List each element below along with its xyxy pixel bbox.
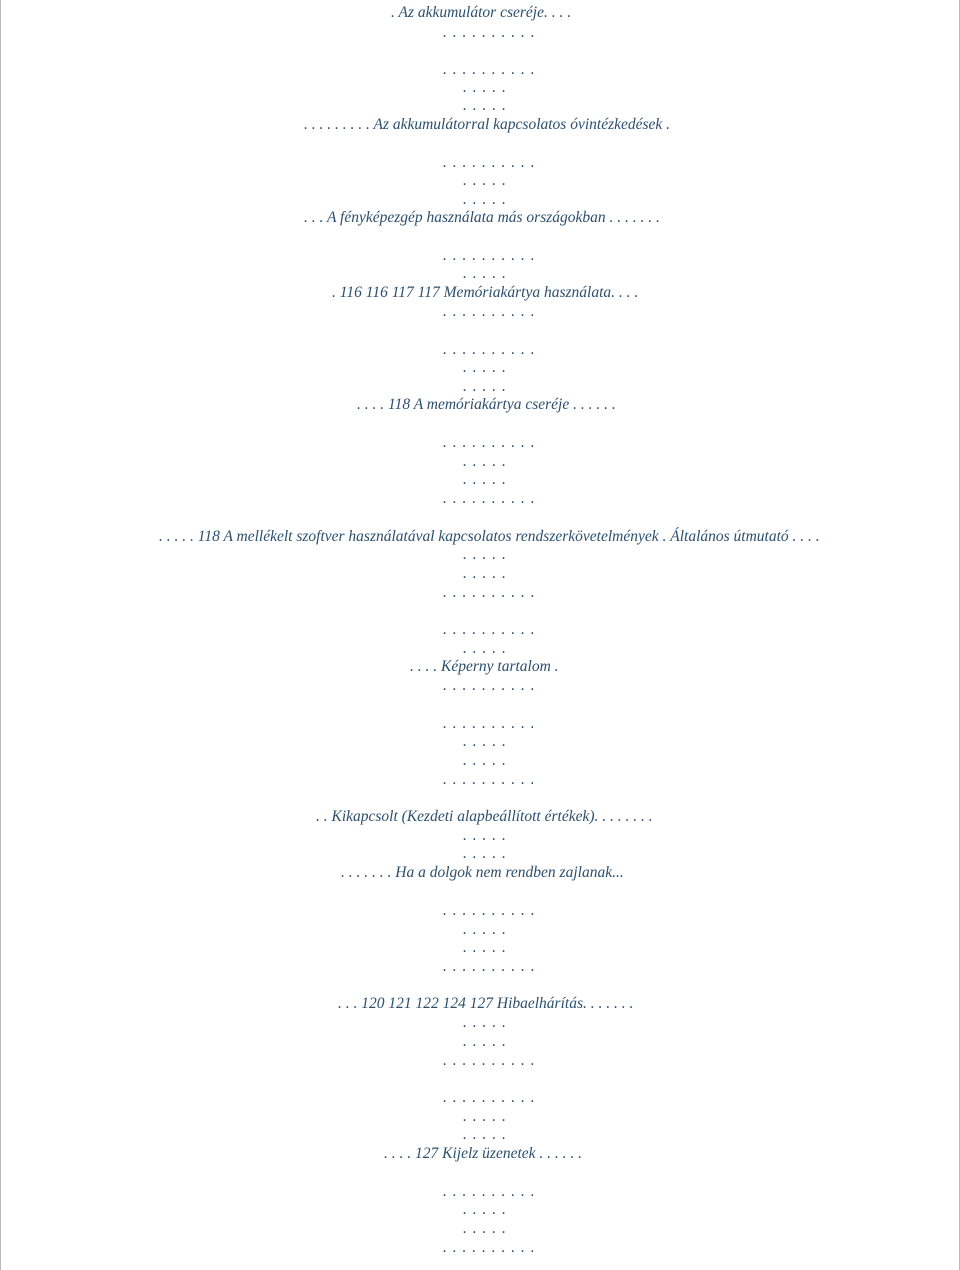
dot-leader: . . . . . . . . . .	[443, 902, 536, 919]
dot-leader: . . . . .	[463, 845, 507, 862]
dot-leader: . . . . .	[463, 546, 507, 563]
dot-leader: . . . . .	[463, 1108, 507, 1125]
dot-leader: . . . . .	[463, 1220, 507, 1237]
dot-leader: . . . . .	[463, 172, 507, 189]
dot-leader: . . . . . . . . . .	[443, 303, 536, 320]
dot-leader: . . . . . . . . . .	[443, 1089, 536, 1106]
dot-leader: . . . . .	[463, 1126, 507, 1143]
dot-leader: . . . . .	[463, 827, 507, 844]
toc-entry-troubleshooting: . . . 120 121 122 124 127 Hibaelhárítás. . . . . . .	[338, 995, 634, 1012]
dot-leader: . . . . . . . . . .	[443, 1052, 536, 1069]
toc-entry-memory-card-usage: . 116 116 117 117 Memóriakártya használata. . . .	[332, 284, 639, 301]
dot-leader: . . . . .	[463, 1014, 507, 1031]
dot-leader: . . . . .	[463, 359, 507, 376]
dot-leader: . . . . .	[463, 921, 507, 938]
dot-leader: . . . . . . . . . .	[443, 771, 536, 788]
toc-entry-battery-precautions: . . . . . . . . . Az akkumulátorral kapcsolatos óvintézkedések .	[304, 116, 671, 133]
dot-leader: . . . . .	[463, 752, 507, 769]
dot-leader: . . . . .	[463, 939, 507, 956]
dot-leader: . . . . . . . . . .	[443, 341, 536, 358]
dot-leader: . . . . . . . . . .	[443, 247, 536, 264]
dot-leader: . . . . . . . . . .	[443, 584, 536, 601]
toc-entry-camera-abroad: . . . A fényképezgép használata más országokban . . . . . . .	[304, 209, 660, 226]
toc-entry-memory-card-replacement: . . . . 118 A memóriakártya cseréje . . . . . .	[357, 396, 616, 413]
dot-leader: . . . . . . . . . .	[443, 621, 536, 638]
dot-leader: . . . . .	[463, 97, 507, 114]
dot-leader: . . . . .	[463, 733, 507, 750]
dot-leader: . . . . .	[463, 191, 507, 208]
toc-entry-screen-contents: . . . . Képerny tartalom .	[410, 658, 559, 675]
toc-entry-software-requirements: . . . . . 118 A mellékelt szoftver használatával kapcsolatos rendszerkövetelmények . Általános útmutató . . . .	[159, 528, 820, 545]
toc-entry-when-things-go-wrong: . . . . . . . Ha a dolgok nem rendben zajlanak...	[341, 864, 624, 881]
dot-leader: . . . . . . . . . .	[443, 24, 536, 41]
dot-leader: . . . . . . . . . .	[443, 1239, 536, 1256]
dot-leader: . . . . .	[463, 453, 507, 470]
dot-leader: . . . . .	[463, 79, 507, 96]
dot-leader: . . . . . . . . . .	[443, 715, 536, 732]
dot-leader: . . . . .	[463, 265, 507, 282]
dot-leader: . . . . . . . . . .	[443, 61, 536, 78]
dot-leader: . . . . .	[463, 378, 507, 395]
dot-leader: . . . . .	[463, 1201, 507, 1218]
toc-entry-default-settings: . . Kikapcsolt (Kezdeti alapbeállított értékek). . . . . . . .	[316, 808, 653, 825]
toc-entry-display-messages: . . . . 127 Kijelz üzenetek . . . . . .	[384, 1145, 583, 1162]
dot-leader: . . . . . . . . . .	[443, 434, 536, 451]
dot-leader: . . . . . . . . . .	[443, 154, 536, 171]
toc-entry-battery-replacement: . Az akkumulátor cseréje. . . .	[391, 4, 572, 21]
dot-leader: . . . . . . . . . .	[443, 677, 536, 694]
dot-leader: . . . . .	[463, 471, 507, 488]
table-of-contents	[1, 0, 960, 1270]
dot-leader: . . . . .	[463, 640, 507, 657]
dot-leader: . . . . . . . . . .	[443, 958, 536, 975]
dot-leader: . . . . .	[463, 1033, 507, 1050]
dot-leader: . . . . . . . . . .	[443, 1183, 536, 1200]
dot-leader: . . . . . . . . . .	[443, 490, 536, 507]
dot-leader: . . . . .	[463, 565, 507, 582]
